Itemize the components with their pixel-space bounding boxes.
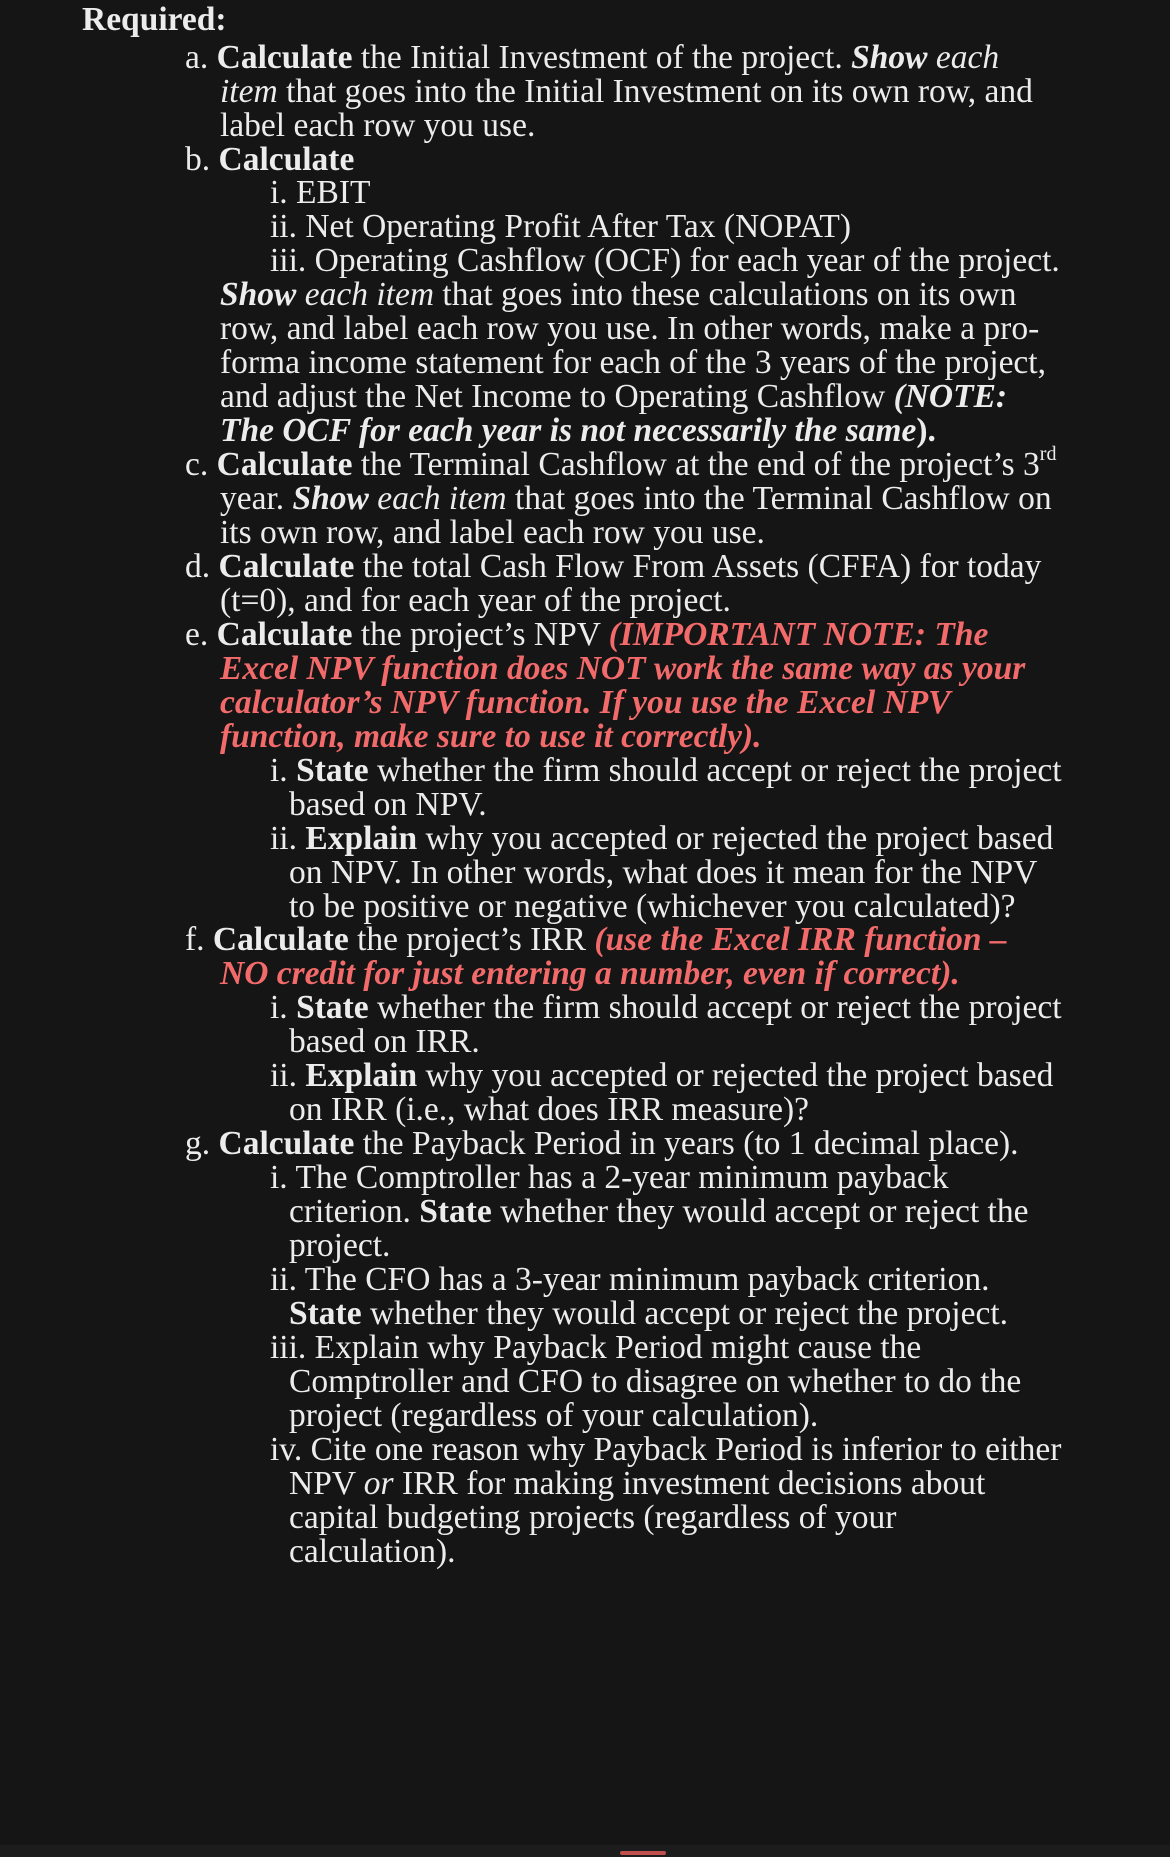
item-f-note: (use the Excel IRR function –	[594, 921, 1007, 958]
item-e-note-4: function, make sure to use it correctly).	[220, 718, 762, 755]
item-g-iii-line-3: project (regardless of your calculation).	[289, 1397, 819, 1434]
item-f-verb: Calculate	[212, 921, 349, 958]
item-f-i-label: i.	[270, 989, 288, 1026]
item-d-line-2: (t=0), and for each year of the project.	[220, 582, 731, 619]
bottom-edge-bar	[0, 1845, 1170, 1857]
item-g-i-verb: State	[419, 1193, 492, 1230]
item-b-verb: Calculate	[218, 141, 355, 178]
item-c-superscript: rd	[1039, 442, 1057, 465]
item-g-ii-line-1: ii. The CFO has a 3-year minimum payback criterion.	[270, 1261, 990, 1298]
item-b-ii: ii. Net Operating Profit After Tax (NOPAT)	[270, 208, 852, 245]
item-g-ii-text: whether they would accept or reject the project.	[361, 1295, 1009, 1332]
item-g-iv-line-4: calculation).	[289, 1533, 456, 1570]
item-f-i-text: whether the firm should accept or reject the project	[368, 989, 1062, 1026]
item-g-ii-verb: State	[289, 1295, 362, 1332]
scroll-indicator	[620, 1851, 666, 1855]
item-f-ii-verb: Explain	[305, 1057, 418, 1094]
item-b-show: Show	[220, 276, 297, 313]
item-a-text: the Initial Investment of the project.	[352, 39, 852, 76]
item-f-text: the project’s IRR	[348, 921, 595, 958]
item-e-ii-verb: Explain	[305, 820, 418, 857]
item-d-label: d.	[185, 548, 211, 585]
item-e-verb: Calculate	[216, 616, 353, 653]
item-b-note: (NOTE:	[893, 378, 1008, 415]
item-b-note-text: The OCF for each year is not necessarily the same	[220, 412, 917, 449]
item-g-iii-line-2: Comptroller and CFO to disagree on whether to do the	[289, 1363, 1022, 1400]
item-f-ii-line-2: on IRR (i.e., what does IRR measure)?	[289, 1091, 810, 1128]
item-e-ii-label: ii.	[270, 820, 297, 857]
item-b-each-item: each item	[296, 276, 435, 313]
item-e-note-3: calculator’s NPV function. If you use the Excel NPV	[220, 684, 951, 721]
item-e-text: the project’s NPV	[352, 616, 609, 653]
required-heading: Required:	[82, 1, 227, 38]
item-f-label: f.	[185, 921, 205, 958]
item-c-text-2: that goes into the Terminal Cashflow on	[506, 480, 1052, 517]
item-c-show: Show	[292, 480, 369, 517]
item-b-label: b.	[185, 141, 211, 178]
item-c-verb: Calculate	[216, 446, 353, 483]
item-g-text: the Payback Period in years (to 1 decimal place).	[354, 1125, 1019, 1162]
item-g-i-criterion: criterion.	[289, 1193, 420, 1230]
item-f-i-line-2: based on IRR.	[289, 1023, 480, 1060]
item-f-note-2: NO credit for just entering a number, even if correct).	[220, 955, 960, 992]
item-f-i-verb: State	[296, 989, 369, 1026]
item-g-iv-line-3: capital budgeting projects (regardless of your	[289, 1499, 897, 1536]
item-a-show: Show	[851, 39, 928, 76]
item-g-i-line-2	[289, 1192, 1028, 1232]
item-a-verb: Calculate	[216, 39, 353, 76]
item-a-line-3: label each row you use.	[220, 107, 536, 144]
item-g-iv-text: IRR for making investment decisions about	[393, 1465, 986, 1502]
item-d-verb: Calculate	[218, 548, 355, 585]
item-c-label: c.	[185, 446, 209, 483]
item-b-cont-text: that goes into these calculations on its own	[434, 276, 1017, 313]
item-b-iii: iii. Operating Cashflow (OCF) for each year of the project.	[270, 242, 1060, 279]
item-g-i-line-3: project.	[289, 1227, 391, 1264]
item-b-i: i. EBIT	[270, 174, 371, 211]
item-b-cont-4-text: and adjust the Net Income to Operating Cashflow	[220, 378, 894, 415]
item-b-cont-2: row, and label each row you use. In other words, make a pro-	[220, 310, 1040, 347]
item-g-i-text: whether they would accept or reject the	[491, 1193, 1029, 1230]
item-g-iv-or: or	[363, 1465, 394, 1502]
item-e-note-2: Excel NPV function does NOT work the same way as your	[220, 650, 1026, 687]
item-a-label: a.	[185, 39, 209, 76]
item-g-iv-line-1: iv. Cite one reason why Payback Period is inferior to either	[270, 1431, 1062, 1468]
item-a-item: item	[220, 73, 278, 110]
item-a-each: each	[927, 39, 1000, 76]
item-e-ii-text: why you accepted or rejected the project based	[417, 820, 1054, 857]
item-e-label: e.	[185, 616, 209, 653]
item-d-text: the total Cash Flow From Assets (CFFA) for today	[354, 548, 1042, 585]
item-g-verb: Calculate	[218, 1125, 355, 1162]
item-g-iv-npv: NPV	[289, 1465, 364, 1502]
item-c-each-item: each item	[368, 480, 507, 517]
item-a-text-2: that goes into the Initial Investment on its own row, and	[277, 73, 1033, 110]
item-e-i-label: i.	[270, 752, 288, 789]
item-g-i-line-1: i. The Comptroller has a 2-year minimum payback	[270, 1159, 949, 1196]
item-b-cont-3: forma income statement for each of the 3 years of the project,	[220, 344, 1046, 381]
item-c-text: the Terminal Cashflow at the end of the project’s 3	[352, 446, 1040, 483]
item-b-note-end: ).	[916, 412, 936, 449]
item-e-i-text: whether the firm should accept or reject the project	[368, 752, 1062, 789]
item-e-ii-line-3: to be positive or negative (whichever you calculated)?	[289, 888, 1016, 925]
item-g-label: g.	[185, 1125, 211, 1162]
item-g-iii-line-1: iii. Explain why Payback Period might cause the	[270, 1329, 922, 1366]
item-c-year: year.	[220, 480, 293, 517]
item-c-line-3: its own row, and label each row you use.	[220, 514, 765, 551]
item-e-i-line-2: based on NPV.	[289, 786, 487, 823]
item-f-ii-label: ii.	[270, 1057, 297, 1094]
item-e-important-note: (IMPORTANT NOTE: The	[608, 616, 989, 653]
item-e-i-verb: State	[296, 752, 369, 789]
item-e-ii-line-2: on NPV. In other words, what does it mean for the NPV	[289, 854, 1038, 891]
item-f-ii-text: why you accepted or rejected the project based	[417, 1057, 1054, 1094]
